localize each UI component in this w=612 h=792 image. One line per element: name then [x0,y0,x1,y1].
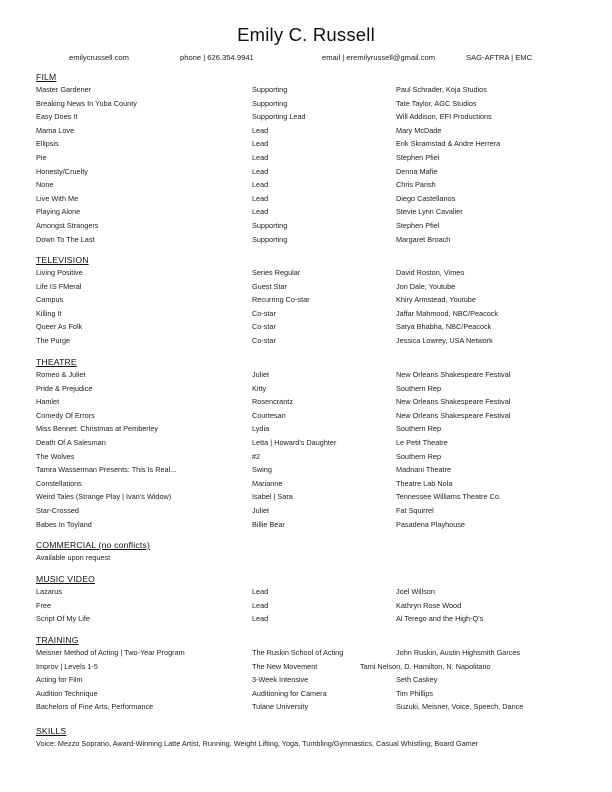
project-title: Life IS FMeral [36,281,82,291]
director: Mary McDade [396,125,442,135]
table-row [36,110,576,124]
role: Lead [252,180,269,190]
table-row [36,490,576,504]
table-row [36,307,576,321]
production-title: Constellations [36,478,82,488]
role: Lead [252,614,269,624]
role: Recurring Co-star [252,295,310,305]
table-row [36,124,576,138]
commercial-section [36,539,576,564]
table-row [36,477,576,491]
director: Stephen Pfiel [396,152,440,162]
role: Co-star [252,335,276,345]
table-row [36,687,576,701]
table-row [36,165,576,179]
contact-email[interactable]: email | eremilyrussell@gmail.com [322,53,436,62]
course: Acting for Film [36,675,83,685]
skills-heading: SKILLS [36,726,67,736]
table-row [36,700,576,714]
course: Meisner Method of Acting | Two-Year Program [36,648,185,657]
contact-phone: phone | 626.354.9941 [180,53,254,62]
theatre-heading: THEATRE [36,357,77,367]
contact-unions: SAG-AFTRA | EMC [466,53,533,62]
project-title: Ellipsis [36,139,59,149]
instructors: John Ruskin, Austin Highsmith Garces [396,648,521,657]
director: Satya Bhabha, NBC/Peacock [396,322,492,332]
project-title: None [36,180,54,190]
table-row [36,450,576,464]
theatre-company: Tennessee Williams Theatre Co. [396,492,501,502]
director: Kathryn Rose Wood [396,600,462,610]
film-heading: FILM [36,72,57,82]
training-section [36,634,576,714]
table-row [36,422,576,436]
table-row [36,293,576,307]
role: Lead [252,193,269,203]
role: Supporting [252,98,288,108]
role: Supporting [252,220,288,230]
project-title: Mama Love [36,125,75,135]
director: Will Addison, EFI Productions [396,112,492,122]
director: Diego Castellanos [396,193,456,203]
school: The New Movement [252,661,318,671]
television-section [36,254,576,348]
music-video-heading: MUSIC VIDEO [36,574,96,584]
director: Erik Skramstad & Andre Herrera [396,139,501,149]
role: Lead [252,139,269,149]
production-title: Hamlet [36,397,60,407]
role: Supporting [252,85,288,94]
director: Denna Mafie [396,166,438,176]
table-row [36,137,576,151]
role: Supporting [252,234,288,244]
theatre-company: Pasadena Playhouse [396,519,465,529]
commercial-text: Available upon request [36,553,111,562]
project-title: Free [36,600,52,610]
theatre-company: Southern Rep [396,424,442,434]
project-title: Breaking News In Yuba County [36,98,137,108]
role: Juliet [252,370,270,379]
role: Lead [252,152,269,162]
school: Tulane University [252,702,309,712]
table-row [36,382,576,396]
instructors: Suzuki, Meisner, Voice, Speech, Dance [396,702,524,712]
table-row [36,205,576,219]
role: Courtesan [252,410,286,420]
production-title: The Wolves [36,451,75,461]
project-title: Easy Does It [36,112,78,122]
theatre-section [36,356,576,531]
film-list [36,83,576,246]
theatre-company: New Orleans Shakespeare Festival [396,370,511,379]
theatre-company: Southern Rep [396,451,442,461]
table-row [36,320,576,334]
production-title: Weird Tales (Strange Play | Ivan's Widow) [36,492,172,502]
director: Paul Schrader, Koja Studios [396,85,487,94]
table-row [36,463,576,477]
table-row [36,83,576,97]
table-row [36,97,576,111]
production-title: Romeo & Juliet [36,370,86,379]
role: Co-star [252,308,276,318]
instructors: Tim Phillips [396,688,434,698]
director: David Roston, Vimeo [396,268,465,277]
table-row [36,178,576,192]
production-title: Star-Crossed [36,505,79,515]
contact-website[interactable]: emilycrussell.com [69,53,129,62]
role: Lead [252,587,269,596]
training-heading: TRAINING [36,635,79,645]
role: Guest Star [252,281,287,291]
role: Juliet [252,505,270,515]
table-row [36,599,576,613]
theatre-company: Southern Rep [396,383,442,393]
director: Khiry Armstead, Youtube [396,295,476,305]
table-row [36,151,576,165]
table-row [36,585,576,599]
table-row [36,334,576,348]
course: Improv | Levels 1-5 [36,661,98,671]
role: Isabel | Sara [252,492,293,502]
role: Letta | Howard's Daughter [252,437,337,447]
television-heading: TELEVISION [36,255,89,265]
role: Lead [252,600,269,610]
theatre-company: Fat Squirrel [396,505,434,515]
skills-section [36,725,576,750]
table-row [36,660,576,674]
role: Kitty [252,383,267,393]
school: Auditioning for Camera [252,688,327,698]
table-row [36,395,576,409]
production-title: Pride & Prejudice [36,383,93,393]
director: Tate Taylor, AGC Studios [396,98,477,108]
role: Billie Bear [252,519,285,529]
director: Stevie Lynn Cavalier [396,207,463,217]
role: Marianne [252,478,283,488]
role: Series Regular [252,268,301,277]
role: Co-star [252,322,276,332]
table-row [36,266,576,280]
role: #2 [252,451,261,461]
table-row [36,673,576,687]
theatre-company: Le Petit Theatre [396,437,448,447]
theatre-company: New Orleans Shakespeare Festival [396,397,511,407]
project-title: Killing It [36,308,62,318]
role: Supporting Lead [252,112,306,122]
table-row [36,646,576,660]
table-row [36,233,576,247]
project-title: Honesty/Cruelty [36,166,88,176]
table-row [36,436,576,450]
role: Lydia [252,424,270,434]
table-row [36,219,576,233]
director: Stephen Pfiel [396,220,440,230]
theatre-company: New Orleans Shakespeare Festival [396,410,511,420]
production-title: Miss Bennet: Christmas at Pemberley [36,424,159,434]
instructors: Tami Nelson, D. Hamilton, N. Napolitano [360,661,491,671]
resume-name: Emily C. Russell [237,24,375,45]
music-video-section [36,573,576,626]
instructors: Seth Caskey [396,675,438,685]
project-title: Lazarus [36,587,62,596]
production-title: Comedy Of Errors [36,410,95,420]
role: Rosencrantz [252,397,293,407]
theatre-company: Madnani Theatre [396,465,452,475]
project-title: Live With Me [36,193,79,203]
director: Jessica Lowrey, USA Network [396,335,493,345]
director: Jon Dale, Youtube [396,281,456,291]
table-row [36,612,576,626]
table-row [36,368,576,382]
project-title: The Purge [36,335,71,345]
role: Lead [252,166,269,176]
director: Margaret Broach [396,234,451,244]
director: Chris Parish [396,180,436,190]
production-title: Babes In Toyland [36,519,92,529]
table-row [36,280,576,294]
director: Jaffar Mahmood, NBC/Peacock [396,308,499,318]
project-title: Campus [36,295,64,305]
role: Swing [252,465,272,475]
film-section [36,71,576,246]
school: 3-Week Intensive [252,675,309,685]
project-title: Queer As Folk [36,322,83,332]
course: Bachelors of Fine Arts, Performance [36,702,154,712]
project-title: Living Positive [36,268,83,277]
project-title: Script Of My Life [36,614,90,624]
production-title: Tamra Wasserman Presents: This Is Real... [36,465,177,475]
role: Lead [252,207,269,217]
skills-text: Voice: Mezzo Soprano, Award-Winning Latte Artist, Running, Weight Lifting, Yoga, Tumbling/Gymnastics, Casual Whistling, Board Gamer [36,739,479,748]
project-title: Amongst Strangers [36,220,99,230]
director: Al Terego and the High-Q's [396,614,484,624]
project-title: Down To The Last [36,234,95,244]
commercial-heading: COMMERCIAL (no conflicts) [36,540,151,550]
project-title: Pie [36,152,47,162]
role: Lead [252,125,269,135]
school: The Ruskin School of Acting [252,648,344,657]
course: Audition Technique [36,688,98,698]
table-row [36,518,576,532]
production-title: Death Of A Salesman [36,437,106,447]
table-row [36,504,576,518]
project-title: Master Gardener [36,85,92,94]
project-title: Playing Alone [36,207,81,217]
table-row [36,409,576,423]
theatre-company: Theatre Lab Nola [396,478,453,488]
table-row [36,192,576,206]
director: Joel Willson [396,587,435,596]
